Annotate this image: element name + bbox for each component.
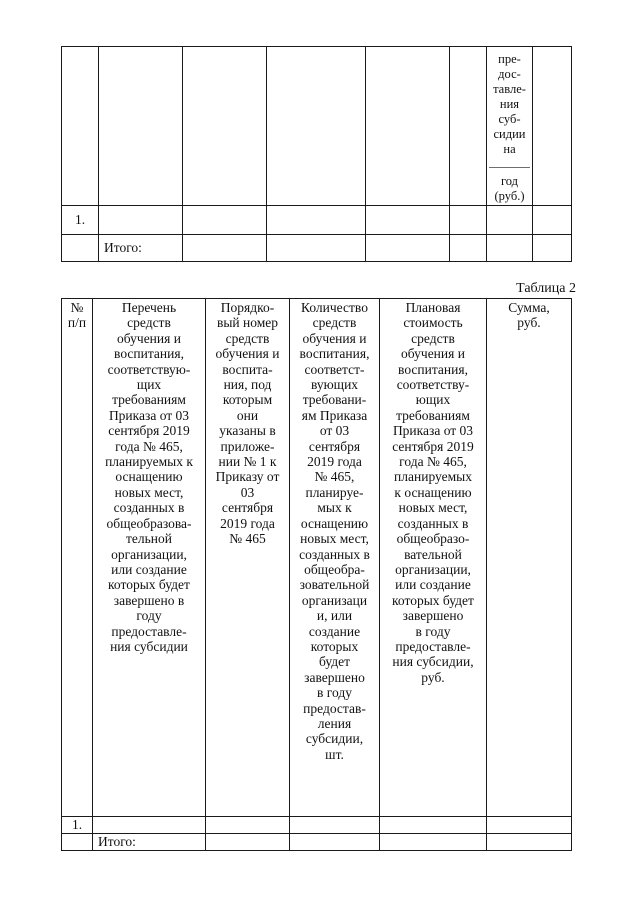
header-serial-number: Порядко- вый номер средств обучения и воспита- ния, под которым они указаны в приложе- нии № 1 к Приказу от 03 сентября 2019 года № 465 [206,299,290,817]
table-1-header-cell [62,47,99,206]
table-cell [487,206,533,235]
table-cell [533,206,572,235]
table-cell [290,834,380,851]
table-1-header-cell [183,47,267,206]
table-1-header-year-text: год (руб.) [494,174,525,203]
table-cell [267,235,366,262]
header-number: № п/п [62,299,93,817]
table-cell [487,235,533,262]
row-number: 1. [62,206,99,235]
table-cell [366,206,450,235]
table-row [62,206,572,235]
total-label: Итого: [99,235,183,262]
table-row [62,817,572,834]
header-sum: Сумма, руб. [487,299,572,817]
table-cell [380,817,487,834]
table-1-header-cell [450,47,487,206]
table-cell [533,235,572,262]
table-1-header-cell-subsidy [487,47,533,206]
table-1-header-year-divider [489,167,530,168]
table-cell [366,235,450,262]
row-label [93,817,206,834]
table-cell [206,817,290,834]
row-number: 1. [62,817,93,834]
table-1-header-cell [267,47,366,206]
table-cell [183,206,267,235]
table-cell [450,206,487,235]
table-cell [487,817,572,834]
table-cell [267,206,366,235]
header-planned-cost: Плановая стоимость средств обучения и воспитания, соответству- ющих требованиям Приказа от 03 сентября 2019 года № 465, планируемых к оснащению новых мест, созданных в общеобразо- вательной организации, или создание которых будет завершено в году предоставле- ния субсидии, руб. [380,299,487,817]
row-label [99,206,183,235]
table-cell [206,834,290,851]
table-cell [450,235,487,262]
total-label: Итого: [93,834,206,851]
table-2-caption: Таблица 2 [516,281,576,296]
table-2-header-row [62,299,572,817]
header-quantity: Количество средств обучения и воспитания, соответст- вующих требовани- ям Приказа от 03 сентября 2019 года № 465, планируе- мых к оснащению новых мест, созданных в общеобра- зовательной организаци и, или создание которых будет завершено в году предостав- ления субсидии, шт. [290,299,380,817]
subsidy-table-2 [61,298,572,851]
table-cell [487,834,572,851]
table-total-row [62,834,572,851]
table-total-row [62,235,572,262]
row-number [62,834,93,851]
table-cell [183,235,267,262]
row-number [62,235,99,262]
table-1-header-cell [99,47,183,206]
table-1-header-cell [366,47,450,206]
table-cell [290,817,380,834]
table-1-header-row [62,47,572,206]
table-1-header-subsidy-text: пре- дос- тавле- ния суб- сидии на [493,52,526,156]
table-1-header-cell [533,47,572,206]
subsidy-table-1 [61,46,572,262]
header-equipment-list: Перечень средств обучения и воспитания, соответствую- щих требованиям Приказа от 03 сентября 2019 года № 465, планируемых к оснащению новых мест, созданных в общеобразова- тельной организации, или создание которых будет завершено в году предоставле- ния субсидии [93,299,206,817]
table-cell [380,834,487,851]
